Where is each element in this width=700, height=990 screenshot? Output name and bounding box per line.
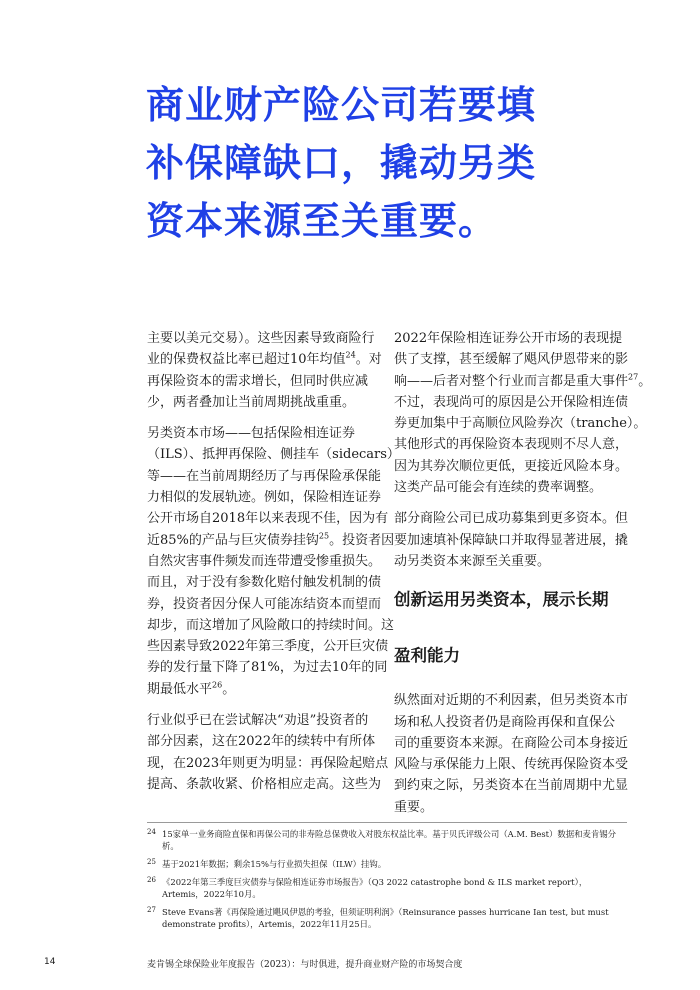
text-line: 到约束之际，另类资本在当前周期中尤显 <box>394 778 629 794</box>
footnote-24 <box>147 828 632 852</box>
text-line: 部分商险公司已成功募集到更多资本。但 <box>394 511 629 527</box>
text-line: 提高、条款收紧、价格相应走高。这些为 <box>147 776 382 792</box>
footnote-number: 26 <box>147 876 156 884</box>
text-line: 主要以美元交易）。这些因素导致商险行 <box>147 331 375 346</box>
text-line: 期最低水平$^{26}$。 <box>147 680 236 697</box>
footnote-ref[interactable]: 27 <box>628 372 639 382</box>
text-line: 2022年保险相连证券公开市场的表现提 <box>394 331 623 346</box>
text-line: 部分因素，这在2022年的续转中有所体 <box>147 734 376 750</box>
footnote-ref[interactable]: 26 <box>212 680 223 690</box>
footnote-25 <box>147 858 632 870</box>
headline-line: 补保障缺口，撬动另类 <box>146 141 537 185</box>
text-line: 其他形式的再保险资本表现则不尽人意， <box>394 437 629 453</box>
footnote-27 <box>147 906 632 930</box>
text-line: 力相似的发展轨迹。例如，保险相连证券 <box>147 490 382 506</box>
right-paragraph-1 <box>394 328 652 498</box>
footnote-text: Artemis，2022年10月。 <box>162 889 261 899</box>
left-column <box>147 328 400 805</box>
running-footer-title: 麦肯锡全球保险业年度报告（2023）：与时俱进，提升商业财产险的市场契合度 <box>147 960 463 970</box>
text-line: 现，在2023年则更为明显：再保险起赔点 <box>147 755 389 771</box>
left-paragraph-2 <box>147 423 400 700</box>
right-paragraph-2 <box>394 508 630 572</box>
section-subheading <box>394 586 630 670</box>
text-line: 行业似乎已在尝试解决“劝退”投资者的 <box>147 713 369 729</box>
text-line: 不过，表现尚可的原因是公开保险相连债 <box>394 394 629 410</box>
subheading-line: 创新运用另类资本，展示长期 <box>394 590 609 610</box>
headline-line: 商业财产险公司若要填 <box>146 83 537 127</box>
text-line: 少，两者叠加让当前周期挑战重重。 <box>147 394 356 410</box>
footnote-divider <box>147 822 627 823</box>
headline-line: 资本来源至关重要。 <box>146 199 498 243</box>
footnote-number: 27 <box>147 906 156 914</box>
text-line: 些因素导致2022年第三季度，公开巨灾债 <box>147 639 389 655</box>
text-line: 司的重要资本来源。在商险公司本身接近 <box>394 735 629 751</box>
footnote-text: 15家单一业务商险直保和再保公司的非寿险总保费收入对股东权益比率。基于贝氏评级公司（A.M. Best）数据和麦肯锡分 <box>162 829 617 839</box>
text-line: 场和私人投资者仍是商险再保和直保公 <box>394 714 616 730</box>
text-line: 业的保费权益比率已超过10年均值$^{24}$。对 <box>147 350 382 368</box>
footnote-text: 基于2021年数据；剩余15%与行业损失担保（ILW）挂钩。 <box>162 859 387 869</box>
text-line: 供了支撑，甚至缓解了飓风伊恩带来的影 <box>394 352 629 368</box>
page-number: 14 <box>44 957 56 967</box>
text-line: 要加速填补保障缺口并取得显著进展，撬 <box>394 532 629 548</box>
text-line: 券更加集中于高顺位风险券次（tranche）。 <box>394 416 647 432</box>
subheading-line: 盈利能力 <box>394 646 460 666</box>
footnote-text: 析。 <box>162 841 179 851</box>
footnote-26 <box>147 876 632 900</box>
text-line: 自然灾害事件频发而连带遭受惨重损失。 <box>147 553 382 569</box>
right-paragraph-3 <box>394 690 630 818</box>
text-line: 另类资本市场——包括保险相连证券 <box>147 426 356 442</box>
text-line: 近85%的产品与巨灾债券挂钩$^{25}$。投资者因 <box>147 531 395 548</box>
right-column <box>394 328 652 828</box>
text-line: 等——在当前周期经历了与再保险承保能 <box>147 468 382 484</box>
text-line: 券的发行量下降了81%，为过去10年的同 <box>147 660 388 676</box>
left-paragraph-1 <box>147 328 383 413</box>
footnote-text: 《2022年第三季度巨灾债券与保险相连证券市场报告》（Q3 2022 catastrophe bond & ILS market report）， <box>162 877 588 887</box>
footnote-number: 25 <box>147 858 156 866</box>
text-line: 公开市场自2018年以来表现不佳，因为有 <box>147 511 389 527</box>
footnote-text: demonstrate profits），Artemis，2022年11月25日。 <box>162 919 377 929</box>
text-line: 再保险资本的需求增长，但同时供应减 <box>147 373 369 389</box>
footnote-ref[interactable]: 24 <box>345 350 356 360</box>
text-line: 却步，而这增加了风险敞口的持续时间。这 <box>147 617 395 633</box>
text-line: 响——后者对整个行业而言都是重大事件$^{27}$。 <box>394 372 652 389</box>
text-line: （ILS）、抵押再保险、侧挂车（sidecars） <box>147 447 400 463</box>
page-headline <box>146 76 566 250</box>
left-paragraph-3 <box>147 710 389 795</box>
text-line: 风险与承保能力上限、传统再保险资本受 <box>394 757 629 773</box>
text-line: 而且，对于没有参数化赔付触发机制的债 <box>147 575 382 591</box>
text-line: 因为其券次顺位更低，更接近风险本身。 <box>394 458 629 474</box>
footnote-number: 24 <box>147 828 156 836</box>
text-line: 纵然面对近期的不利因素，但另类资本市 <box>394 693 629 709</box>
text-line: 这类产品可能会有连续的费率调整。 <box>394 480 603 496</box>
text-line: 动另类资本来源至关重要。 <box>394 553 551 569</box>
footnote-ref[interactable]: 25 <box>318 531 330 541</box>
text-line: 券，投资者因分保人可能冻结资本而望而 <box>147 596 382 612</box>
text-line: 重要。 <box>394 799 434 815</box>
footnotes <box>147 828 632 936</box>
footnote-text: Steve Evans著《再保险通过飓风伊恩的考验，但须证明利润》（Reinsurance passes hurricane Ian test, but must <box>162 907 609 917</box>
